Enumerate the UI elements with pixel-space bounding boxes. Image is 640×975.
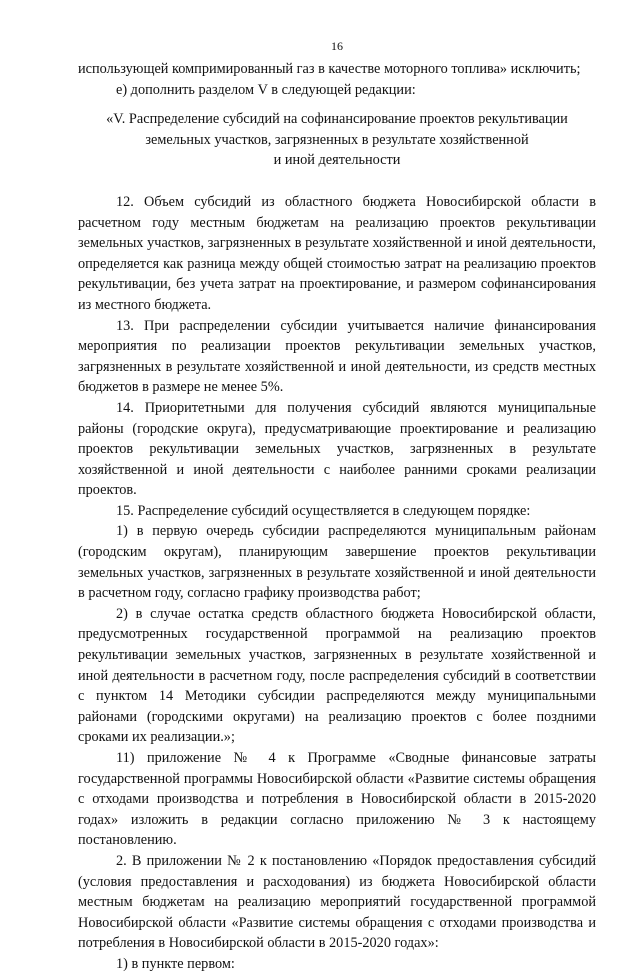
section-heading: [78, 109, 596, 171]
item-11: 11) приложение № 4 к Программе «Сводные финансовые затраты государственной программы Новосибирской области «Развитие системы обращения с отходами производства и потребления в Новосибирской области в 2015-2020 годах» изложить в редакции согласно приложению № 3 к настоящему постановлению.: [78, 750, 596, 849]
paragraph-2: 2. В приложении № 2 к постановлению «Порядок предоставления субсидий (условия предоставления и расходования) из бюджета Новосибирской области местным бюджетам на реализацию мероприятий государственной программой Новосибирской области «Развитие системы обращения с отходами производства и потребления в Новосибирской области в 2015-2020 годах»:: [78, 852, 596, 952]
subitem-1-first-point: 1) в пункте первом:: [116, 955, 235, 972]
section-heading-line: и иной деятельности: [273, 152, 401, 169]
paragraph-14: 14. Приоритетными для получения субсидий являются муниципальные районы (городские округа), предусматривающие проектирование и реализацию проектов рекультивации земельных участков, загрязненных в результате хозяйственной и иной деятельности с наиболее ранними сроками реализации проектов.: [78, 399, 596, 499]
paragraph-12: 12. Объем субсидий из областного бюджета Новосибирской области в расчетном году местным бюджетам на реализацию проектов рекультивации земельных участков, загрязненных в результате хозяйственной и иной деятельности, определяется как разница между общей стоимостью затрат на реализацию проектов рекультивации, без учета затрат на проектирование, и размером софинансирования из местного бюджета.: [78, 193, 596, 313]
paragraph-15: 15. Распределение субсидий осуществляется в следующем порядке:: [116, 502, 531, 519]
subitem-2: 2) в случае остатка средств областного бюджета Новосибирской области, предусмотренных государственной программой на реализацию проектов рекультивации земельных участков, загрязненных в результате хозяйственной и иной деятельности в расчетном году, после распределения субсидий в соответствии с пунктом 14 Методики субсидии распределяются между муниципальными районами (городскими округами) на реализацию проектов с более поздними сроками их реализации.»;: [78, 605, 596, 746]
paragraph-13: 13. При распределении субсидии учитывается наличие финансирования мероприятия по реализации проектов рекультивации земельных участков, загрязненных в результате хозяйственной и иной деятельности, из средств местных бюджетов в размере не менее 5%.: [78, 317, 596, 396]
section-heading-line: «V. Распределение субсидий на софинансирование проектов рекультивации: [106, 111, 568, 128]
lead-line: использующей компримированный газ в качестве моторного топлива» исключить;: [78, 61, 581, 77]
page-number: 16: [331, 39, 343, 53]
subitem-1: 1) в первую очередь субсидии распределяются муниципальным районам (городским округам), планирующим завершение проектов рекультивации земельных участков, загрязненных в результате хозяйственной и иной деятельности в расчетном году, согласно графику производства работ;: [78, 523, 596, 602]
section-heading-line: земельных участков, загрязненных в результате хозяйственной: [145, 131, 529, 148]
item-e: е) дополнить разделом V в следующей редакции:: [116, 81, 416, 98]
